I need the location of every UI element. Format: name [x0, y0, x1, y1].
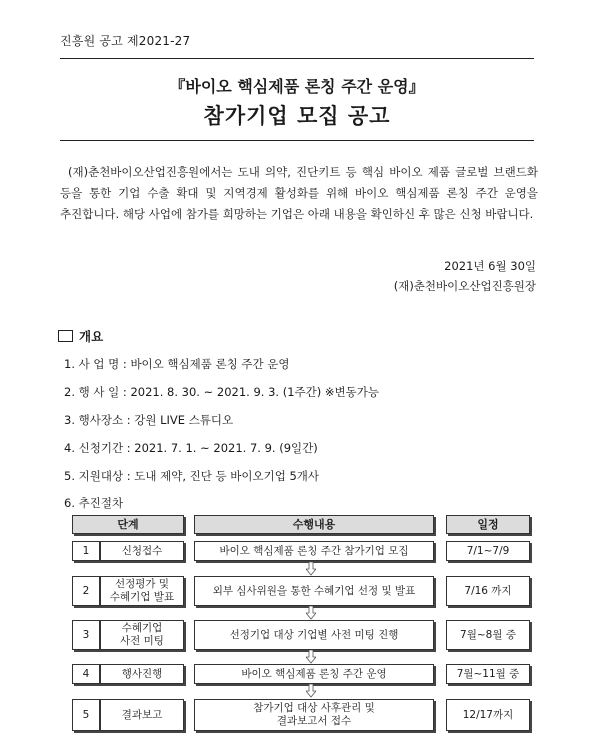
down-arrow-icon [306, 684, 316, 698]
step-number: 3 [72, 620, 100, 650]
header-schedule: 일정 [446, 515, 530, 534]
step-content: 참가기업 대상 사후관리 및 결과보고서 접수 [194, 699, 434, 731]
step-content: 선정기업 대상 기업별 사전 미팅 진행 [194, 620, 434, 650]
header-stage: 단계 [72, 515, 184, 534]
title-bottom-rule [60, 140, 534, 141]
checkbox-square-icon [58, 330, 73, 342]
step-schedule: 7월~8월 중 [446, 620, 530, 650]
notice-number: 진흥원 공고 제2021-27 [60, 34, 191, 48]
down-arrow-icon [306, 650, 316, 664]
step-number: 1 [72, 541, 100, 561]
notice-date: 2021년 6월 30일 [444, 259, 536, 273]
issuing-organization: (재)춘천바이오산업진흥원장 [393, 279, 536, 293]
overview-item-venue: 3. 행사장소 : 강원 LIVE 스튜디오 [64, 413, 234, 427]
down-arrow-icon [306, 606, 316, 620]
step-number: 5 [72, 699, 100, 731]
title-top-rule [60, 58, 534, 59]
overview-item-project-name: 1. 사 업 명 : 바이오 핵심제품 론칭 주간 운영 [64, 357, 290, 371]
step-stage: 행사진행 [100, 664, 184, 684]
title-line-1: 『바이오 핵심제품 론칭 주간 운영』 [169, 77, 425, 96]
step-stage: 선정평가 및 수혜기업 발표 [100, 576, 184, 606]
step-content: 바이오 핵심제품 론칭 주간 참가기업 모집 [194, 541, 434, 561]
step-content: 외부 심사위원을 통한 수혜기업 선정 및 발표 [194, 576, 434, 606]
step-schedule: 7월~11월 중 [446, 664, 530, 684]
section-heading-label: 개요 [79, 329, 104, 344]
step-stage: 결과보고 [100, 699, 184, 731]
overview-item-procedure: 6. 추진절차 [64, 496, 124, 510]
step-number: 2 [72, 576, 100, 606]
section-heading [58, 327, 103, 345]
down-arrow-icon [306, 562, 316, 576]
step-stage: 신청접수 [100, 541, 184, 561]
step-schedule: 7/16 까지 [446, 576, 530, 606]
step-schedule: 7/1~7/9 [446, 541, 530, 561]
intro-paragraph: (재)춘천바이오산업진흥원에서는 도내 의약, 진단키트 등 핵심 바이오 제품 글로벌 브랜드화 등을 통한 기업 수출 확대 및 지역경제 활성화를 위해 바이오 핵심제품 론칭 주간 운영을 추진합니다. 해당 사업에 참가를 희망하는 기업은 아래 내용을 확인하신 후 많은 신청 바랍니다. [60, 165, 538, 221]
overview-item-application-period: 4. 신청기간 : 2021. 7. 1. ~ 2021. 7. 9. (9일간) [64, 441, 318, 455]
step-content: 바이오 핵심제품 론칭 주간 운영 [194, 664, 434, 684]
overview-item-eligibility: 5. 지원대상 : 도내 제약, 진단 등 바이오기업 5개사 [64, 469, 320, 483]
title-line-2: 참가기업 모집 공고 [203, 104, 391, 128]
step-number: 4 [72, 664, 100, 684]
step-schedule: 12/17까지 [446, 699, 530, 731]
overview-item-event-date: 2. 행 사 일 : 2021. 8. 30. ~ 2021. 9. 3. (1주간) ※변동가능 [64, 385, 379, 399]
header-content: 수행내용 [194, 515, 434, 534]
step-stage: 수혜기업 사전 미팅 [100, 620, 184, 650]
